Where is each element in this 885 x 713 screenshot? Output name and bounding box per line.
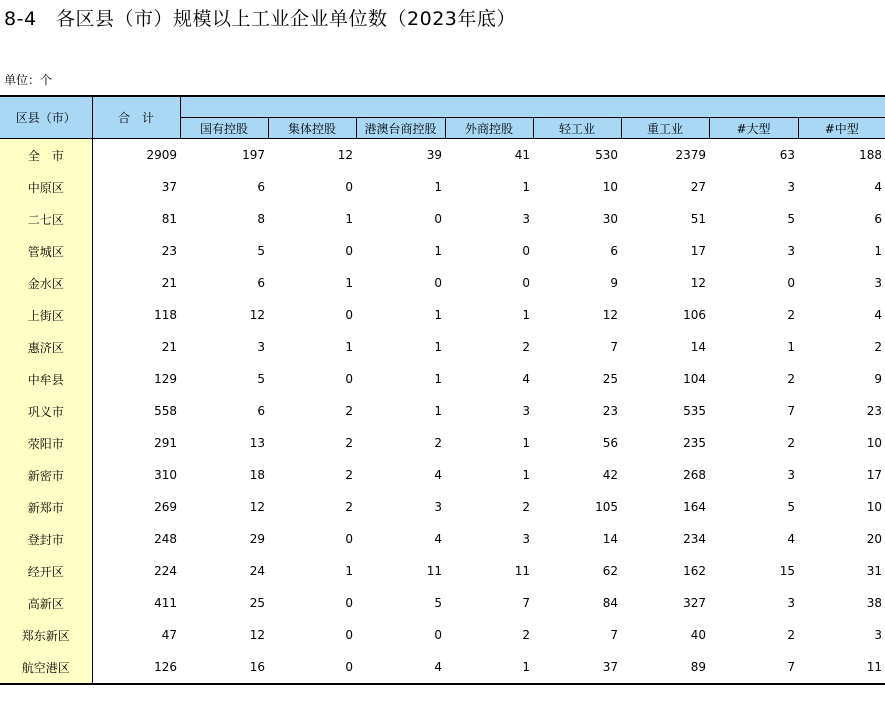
- header-state-owned: 国有控股: [180, 118, 268, 139]
- header-collective: 集体控股: [268, 118, 356, 139]
- table-cell: 1: [434, 372, 442, 386]
- table-cell: 0: [345, 532, 353, 546]
- table-row: [0, 459, 885, 491]
- table-cell: 1: [434, 308, 442, 322]
- table-cell: 4: [356, 651, 445, 684]
- table-cell: 4: [874, 180, 882, 194]
- header-total: 合 计: [92, 96, 180, 139]
- table-cell: 126: [92, 651, 180, 684]
- table-row: [0, 619, 885, 651]
- row-region-name: 二七区: [0, 203, 92, 235]
- table-cell: 224: [154, 564, 177, 578]
- table-cell: 234: [683, 532, 706, 546]
- table-cell: 2: [874, 340, 882, 354]
- table-cell: 47: [161, 628, 177, 642]
- table-cell: 1: [434, 244, 442, 258]
- table-cell: 3: [522, 212, 530, 226]
- table-cell: 31: [866, 564, 882, 578]
- table-cell: 1: [434, 180, 442, 194]
- table-cell: 15: [779, 564, 795, 578]
- table-cell: 104: [683, 372, 706, 386]
- table-cell: 4: [434, 468, 442, 482]
- table-body: [0, 139, 885, 685]
- table-cell: 3: [874, 276, 882, 290]
- table-cell: 5: [257, 372, 265, 386]
- table-cell: 10: [866, 500, 882, 514]
- table-cell: 0: [787, 276, 795, 290]
- table-cell: 10: [602, 180, 618, 194]
- table-cell: 13: [249, 436, 265, 450]
- table-row: [0, 171, 885, 203]
- table-cell: 24: [249, 564, 265, 578]
- table-cell: 12: [249, 308, 265, 322]
- table-cell: 291: [154, 436, 177, 450]
- table-cell: 1: [434, 404, 442, 418]
- header-large: #大型: [709, 118, 798, 139]
- table-cell: 11: [426, 564, 442, 578]
- table-cell: 0: [345, 308, 353, 322]
- table-cell: 0: [345, 596, 353, 610]
- table-cell: 12: [602, 308, 618, 322]
- table-cell: 3: [522, 404, 530, 418]
- table-cell: 56: [602, 436, 618, 450]
- table-cell: 23: [866, 404, 882, 418]
- table-cell: 164: [683, 500, 706, 514]
- table-cell: 535: [683, 404, 706, 418]
- table-cell: 11: [514, 564, 530, 578]
- header-foreign: 外商控股: [445, 118, 533, 139]
- row-region-name: 上街区: [0, 299, 92, 331]
- table-cell: 7: [610, 628, 618, 642]
- row-region-name: 中牟县: [0, 363, 92, 395]
- table-cell: 9: [610, 276, 618, 290]
- table-cell: 89: [621, 651, 709, 684]
- table-row: [0, 299, 885, 331]
- table-cell: 9: [874, 372, 882, 386]
- table-cell: 0: [434, 628, 442, 642]
- table-cell: 2: [345, 468, 353, 482]
- table-cell: 2: [522, 500, 530, 514]
- table-row: [0, 363, 885, 395]
- table-cell: 530: [595, 148, 618, 162]
- table-cell: 10: [866, 436, 882, 450]
- table-cell: 4: [787, 532, 795, 546]
- unit-label: 单位：个: [4, 73, 53, 87]
- table-cell: 0: [434, 276, 442, 290]
- table-cell: 2: [522, 340, 530, 354]
- table-cell: 7: [610, 340, 618, 354]
- table-cell: 3: [522, 532, 530, 546]
- row-region-name: 登封市: [0, 523, 92, 555]
- table-cell: 7: [787, 404, 795, 418]
- table-cell: 16: [180, 651, 268, 684]
- table-cell: 3: [787, 468, 795, 482]
- table-cell: 268: [683, 468, 706, 482]
- table-row: [0, 555, 885, 587]
- table-cell: 6: [874, 212, 882, 226]
- row-region-name: 惠济区: [0, 331, 92, 363]
- table-cell: 235: [683, 436, 706, 450]
- table-cell: 2: [787, 436, 795, 450]
- table-cell: 2: [345, 404, 353, 418]
- table-cell: 162: [683, 564, 706, 578]
- table-cell: 1: [345, 340, 353, 354]
- table-cell: 106: [683, 308, 706, 322]
- table-cell: 411: [154, 596, 177, 610]
- table-cell: 4: [522, 372, 530, 386]
- table-cell: 3: [434, 500, 442, 514]
- table-cell: 6: [257, 404, 265, 418]
- table-cell: 2: [787, 628, 795, 642]
- table-cell: 1: [345, 212, 353, 226]
- table-cell: 25: [602, 372, 618, 386]
- table-cell: 1: [345, 564, 353, 578]
- table-cell: 23: [161, 244, 177, 258]
- table-cell: 197: [242, 148, 265, 162]
- table-cell: 41: [514, 148, 530, 162]
- table-cell: 105: [595, 500, 618, 514]
- table-cell: 1: [874, 244, 882, 258]
- table-cell: 1: [522, 180, 530, 194]
- table-cell: 14: [602, 532, 618, 546]
- table-cell: 5: [434, 596, 442, 610]
- table-cell: 0: [522, 276, 530, 290]
- row-region-name: 高新区: [0, 587, 92, 619]
- table-cell: 20: [866, 532, 882, 546]
- table-cell: 6: [610, 244, 618, 258]
- table-row: [0, 651, 885, 684]
- row-region-name: 经开区: [0, 555, 92, 587]
- table-cell: 3: [874, 628, 882, 642]
- row-region-name: 荥阳市: [0, 427, 92, 459]
- table-cell: 4: [434, 532, 442, 546]
- table-cell: 39: [426, 148, 442, 162]
- table-cell: 2: [434, 436, 442, 450]
- table-cell: 6: [257, 276, 265, 290]
- table-row: [0, 331, 885, 363]
- table-cell: 1: [522, 308, 530, 322]
- table-cell: 3: [787, 244, 795, 258]
- table-cell: 42: [602, 468, 618, 482]
- table-cell: 4: [874, 308, 882, 322]
- table-cell: 188: [859, 148, 882, 162]
- table-cell: 248: [154, 532, 177, 546]
- header-medium: #中型: [798, 118, 885, 139]
- row-region-name: 金水区: [0, 267, 92, 299]
- table-cell: 12: [690, 276, 706, 290]
- table-cell: 17: [690, 244, 706, 258]
- header-heavy-industry: 重工业: [621, 118, 709, 139]
- table-cell: 29: [249, 532, 265, 546]
- page-title: 8-4 各区县（市）规模以上工业企业单位数（2023年底）: [4, 8, 516, 30]
- table-cell: 0: [522, 244, 530, 258]
- row-region-name: 郑东新区: [0, 619, 92, 651]
- table-cell: 118: [154, 308, 177, 322]
- table-cell: 37: [161, 180, 177, 194]
- row-region-name: 新密市: [0, 459, 92, 491]
- table-cell: 1: [787, 340, 795, 354]
- table-cell: 2: [787, 372, 795, 386]
- table-cell: 17: [866, 468, 882, 482]
- table-cell: 38: [866, 596, 882, 610]
- row-region-name: 中原区: [0, 171, 92, 203]
- table-cell: 1: [434, 340, 442, 354]
- table-cell: 1: [522, 468, 530, 482]
- table-cell: 21: [161, 340, 177, 354]
- table-cell: 18: [249, 468, 265, 482]
- table-cell: 62: [602, 564, 618, 578]
- table-cell: 129: [154, 372, 177, 386]
- table-row: [0, 587, 885, 619]
- table-cell: 11: [798, 651, 885, 684]
- table-row: [0, 427, 885, 459]
- header-hk-macao-taiwan: 港澳台商控股: [356, 118, 445, 139]
- table-cell: 37: [533, 651, 621, 684]
- table-cell: 5: [787, 500, 795, 514]
- table-cell: 51: [690, 212, 706, 226]
- table-cell: 2: [345, 436, 353, 450]
- row-region-name: 航空港区: [0, 651, 92, 684]
- table-cell: 3: [787, 180, 795, 194]
- table-cell: 7: [522, 596, 530, 610]
- table-cell: 1: [522, 436, 530, 450]
- table-cell: 12: [249, 500, 265, 514]
- table-cell: 269: [154, 500, 177, 514]
- table-cell: 63: [779, 148, 795, 162]
- table-row: [0, 523, 885, 555]
- table-cell: 7: [709, 651, 798, 684]
- table-cell: 8: [257, 212, 265, 226]
- table-cell: 2909: [146, 148, 177, 162]
- table-cell: 5: [257, 244, 265, 258]
- table-cell: 40: [690, 628, 706, 642]
- table-cell: 3: [257, 340, 265, 354]
- table-cell: 1: [445, 651, 533, 684]
- table-cell: 0: [434, 212, 442, 226]
- table-cell: 6: [257, 180, 265, 194]
- table-cell: 310: [154, 468, 177, 482]
- table-cell: 12: [249, 628, 265, 642]
- table-row: [0, 203, 885, 235]
- header-region: 区县（市）: [0, 96, 92, 139]
- table-cell: 21: [161, 276, 177, 290]
- table-cell: 2379: [675, 148, 706, 162]
- table-cell: 1: [345, 276, 353, 290]
- table-cell: 0: [345, 180, 353, 194]
- table-cell: 0: [268, 651, 356, 684]
- table-cell: 27: [690, 180, 706, 194]
- row-region-name: 管城区: [0, 235, 92, 267]
- table-cell: 0: [345, 628, 353, 642]
- table-cell: 2: [345, 500, 353, 514]
- table-cell: 558: [154, 404, 177, 418]
- data-table: [0, 95, 885, 685]
- table-cell: 23: [602, 404, 618, 418]
- table-cell: 30: [602, 212, 618, 226]
- table-cell: 25: [249, 596, 265, 610]
- table-cell: 2: [522, 628, 530, 642]
- table-cell: 14: [690, 340, 706, 354]
- row-region-name: 全 市: [0, 139, 92, 172]
- table-row: [0, 491, 885, 523]
- table-row: [0, 235, 885, 267]
- table-cell: 2: [787, 308, 795, 322]
- table-row: [0, 267, 885, 299]
- table-row: [0, 395, 885, 427]
- table-cell: 0: [345, 372, 353, 386]
- table-cell: 0: [345, 244, 353, 258]
- table-cell: 3: [787, 596, 795, 610]
- table-cell: 5: [787, 212, 795, 226]
- table-cell: 84: [602, 596, 618, 610]
- table-row: [0, 139, 885, 172]
- table-cell: 81: [161, 212, 177, 226]
- row-region-name: 新郑市: [0, 491, 92, 523]
- table-cell: 327: [683, 596, 706, 610]
- row-region-name: 巩义市: [0, 395, 92, 427]
- header-band: [180, 96, 885, 118]
- header-light-industry: 轻工业: [533, 118, 621, 139]
- table-cell: 12: [337, 148, 353, 162]
